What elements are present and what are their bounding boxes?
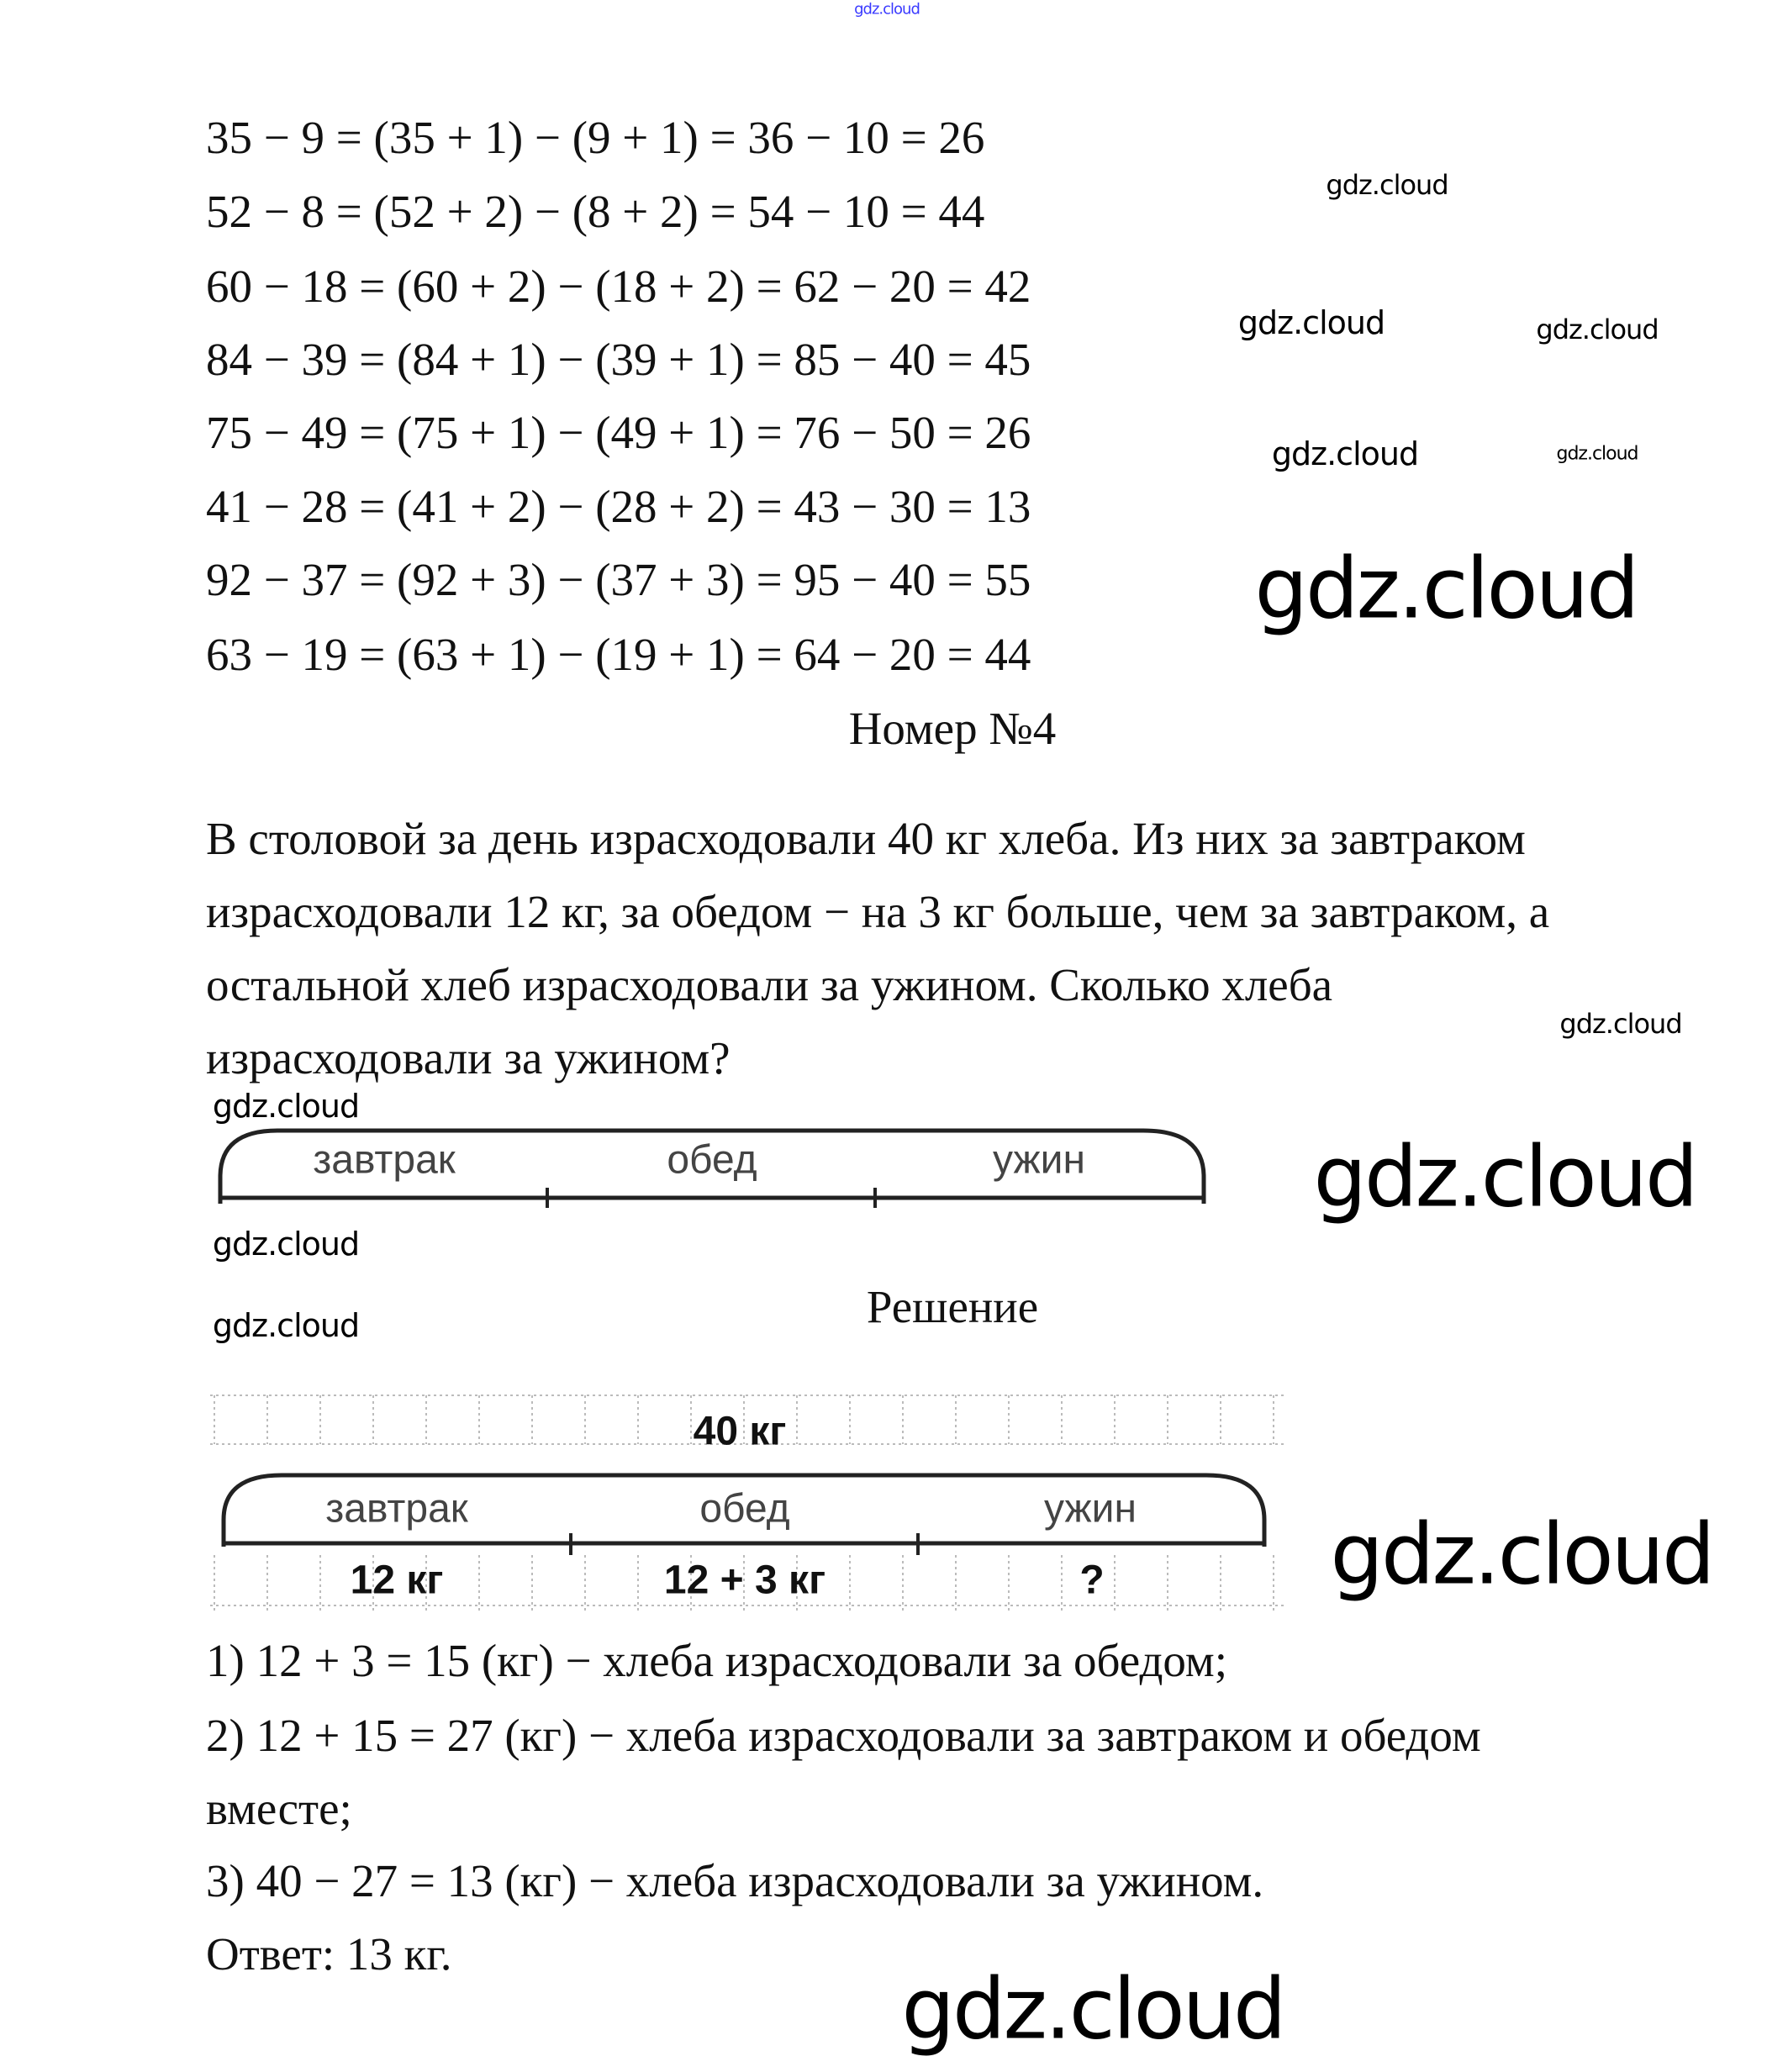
- watermark: gdz.cloud: [854, 0, 920, 18]
- equation-line: 75 − 49 = (75 + 1) − (49 + 1) = 76 − 50 = 26: [206, 407, 1031, 458]
- watermark: gdz.cloud: [212, 1226, 360, 1263]
- watermark: gdz.cloud: [1536, 314, 1659, 345]
- problem-text-line: израсходовали за ужином?: [206, 1032, 731, 1083]
- diagram-label-lunch: обед: [699, 1486, 790, 1532]
- watermark: gdz.cloud: [1237, 304, 1385, 341]
- diagram-value-dinner: ?: [1079, 1558, 1105, 1603]
- watermark: gdz.cloud: [1556, 443, 1638, 465]
- diagram-value-breakfast: 12 кг: [350, 1558, 444, 1603]
- watermark: gdz.cloud: [212, 1088, 360, 1125]
- watermark: gdz.cloud: [1313, 1127, 1696, 1226]
- diagram-label-breakfast: завтрак: [325, 1486, 468, 1532]
- equation-line: 35 − 9 = (35 + 1) − (9 + 1) = 36 − 10 = 26: [206, 112, 985, 163]
- watermark: gdz.cloud: [1254, 539, 1638, 638]
- diagram-label-breakfast: завтрак: [313, 1137, 456, 1183]
- answer-line: Ответ: 13 кг.: [206, 1928, 452, 1980]
- solution-step: 1) 12 + 3 = 15 (кг) − хлеба израсходовали за обедом;: [206, 1635, 1227, 1686]
- diagram-label-dinner: ужин: [993, 1137, 1085, 1183]
- solution-step: вместе;: [206, 1783, 352, 1834]
- equation-line: 41 − 28 = (41 + 2) − (28 + 2) = 43 − 30 = 13: [206, 481, 1031, 532]
- watermark: gdz.cloud: [1326, 169, 1448, 201]
- problem-text-line: В столовой за день израсходовали 40 кг хлеба. Из них за завтраком: [206, 813, 1526, 864]
- equation-line: 52 − 8 = (52 + 2) − (8 + 2) = 54 − 10 = 44: [206, 186, 985, 237]
- watermark: gdz.cloud: [1330, 1505, 1713, 1604]
- diagram-label-lunch: обед: [667, 1137, 757, 1183]
- diagram-total-label: 40 кг: [693, 1409, 787, 1454]
- watermark: gdz.cloud: [212, 1307, 360, 1344]
- solution-step: 3) 40 − 27 = 13 (кг) − хлеба израсходовали за ужином.: [206, 1855, 1264, 1906]
- equation-line: 92 − 37 = (92 + 3) − (37 + 3) = 95 − 40 = 55: [206, 554, 1031, 605]
- equation-line: 63 − 19 = (63 + 1) − (19 + 1) = 64 − 20 = 44: [206, 629, 1031, 680]
- watermark: gdz.cloud: [1271, 435, 1419, 472]
- equation-line: 84 − 39 = (84 + 1) − (39 + 1) = 85 − 40 = 45: [206, 334, 1031, 385]
- problem-text-line: остальной хлеб израсходовали за ужином. Сколько хлеба: [206, 959, 1333, 1010]
- equation-line: 60 − 18 = (60 + 2) − (18 + 2) = 62 − 20 = 42: [206, 261, 1031, 312]
- diagram-label-dinner: ужин: [1044, 1486, 1137, 1532]
- solution-step: 2) 12 + 15 = 27 (кг) − хлеба израсходовали за завтраком и обедом: [206, 1710, 1481, 1761]
- watermark: gdz.cloud: [1559, 1008, 1682, 1040]
- problem-text-line: израсходовали 12 кг, за обедом − на 3 кг больше, чем за завтраком, а: [206, 886, 1550, 937]
- diagram-value-lunch: 12 + 3 кг: [663, 1558, 826, 1603]
- solution-heading: Решение: [866, 1281, 1039, 1332]
- problem-heading: Номер №4: [848, 703, 1057, 754]
- watermark: gdz.cloud: [901, 1959, 1284, 2059]
